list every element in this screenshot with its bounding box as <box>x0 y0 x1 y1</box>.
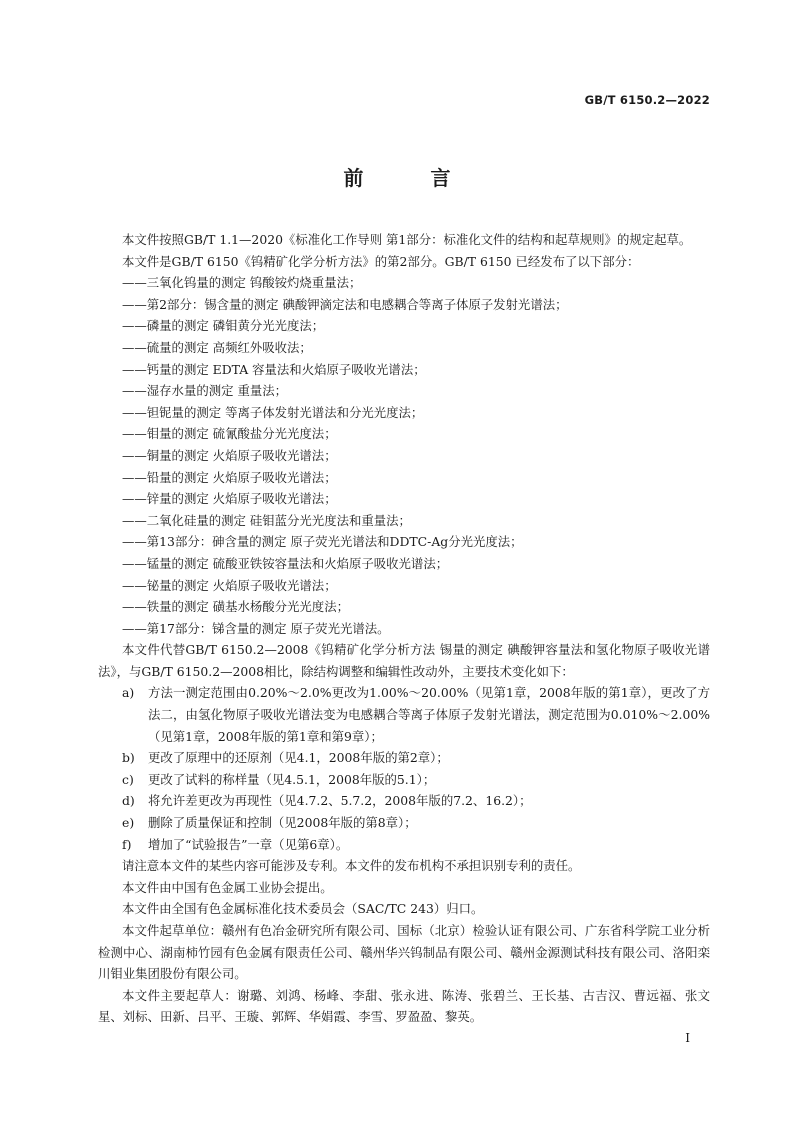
list-item: ——铅量的测定 火焰原子吸收光谱法； <box>122 469 337 485</box>
paragraph: 本文件主要起草人：谢璐、刘鸿、杨峰、李甜、张永进、陈涛、张碧兰、王长基、古吉汉、曹远福、张文星、刘标、田新、吕平、王璇、郭辉、华娟霞、李雪、罗盈盈、黎英。 <box>98 987 710 1025</box>
item-text: 更改了试料的称样量（见4.5.1，2008年版的5.1）； <box>148 771 436 787</box>
item-text: 将允许差更改为再现性（见4.7.2、5.7.2，2008年版的7.2、16.2）； <box>148 793 532 809</box>
list-item: ——锰量的测定 硫酸亚铁铵容量法和火焰原子吸收光谱法； <box>122 555 449 571</box>
change-item <box>98 790 710 812</box>
list-item: ——湿存水量的测定 重量法； <box>122 383 288 399</box>
item-marker: b) <box>122 750 135 766</box>
item-text: 删除了质量保证和控制（见2008年版的第8章）； <box>148 815 417 831</box>
item-marker: e) <box>122 815 135 831</box>
parts-list <box>98 272 710 639</box>
list-item: ——硫量的测定 高频红外吸收法； <box>122 339 312 355</box>
list-item: ——第17部分：锑含量的测定 原子荧光光谱法。 <box>122 620 390 636</box>
list-item: ——钽铌量的测定 等离子体发射光谱法和分光光度法； <box>122 404 424 420</box>
item-text: 增加了“试验报告”一章（见第6章）。 <box>148 836 349 852</box>
change-item <box>98 769 710 791</box>
item-marker: d) <box>122 793 135 809</box>
list-item: ——三氧化钨量的测定 钨酸铵灼烧重量法； <box>122 275 362 291</box>
change-item <box>98 812 710 834</box>
list-item: ——铜量的测定 火焰原子吸收光谱法； <box>122 447 337 463</box>
item-text: 方法一测定范围由0.20%～2.0%更改为1.00%～20.00%（见第1章，2008年版的第1章），更改了方法二，由氢化物原子吸收光谱法变为电感耦合等离子体原子发射光谱法，测定范围为0.010%～2.00%（见第1章，2008年版的第1章和第9章）； <box>148 685 710 744</box>
page-title: 前 言 <box>343 166 481 190</box>
paragraph: 本文件起草单位：赣州有色冶金研究所有限公司、国标（北京）检验认证有限公司、广东省科学院工业分析检测中心、湖南柿竹园有色金属有限责任公司、赣州华兴钨制品有限公司、赣州金源测试科技有限公司、洛阳栾川钼业集团股份有限公司。 <box>98 923 710 982</box>
paragraph: 本文件由全国有色金属标准化技术委员会（SAC/TC 243）归口。 <box>122 901 484 917</box>
list-item: ——钼量的测定 硫氰酸盐分光光度法； <box>122 426 337 442</box>
list-item: ——第13部分：砷含量的测定 原子荧光光谱法和DDTC-Ag分光光度法； <box>122 534 523 550</box>
list-item: ——二氧化硅量的测定 硅钼蓝分光光度法和重量法； <box>122 512 411 528</box>
item-marker: c) <box>122 771 134 787</box>
list-item: ——第2部分：锡含量的测定 碘酸钾滴定法和电感耦合等离子体原子发射光谱法； <box>122 296 568 312</box>
change-item <box>98 682 710 747</box>
change-item <box>98 747 710 769</box>
paragraph: 本文件按照GB/T 1.1—2020《标准化工作导则 第1部分：标准化文件的结构和起草规则》的规定起草。 <box>122 232 692 247</box>
replacement-paragraph: 本文件代替GB/T 6150.2—2008《钨精矿化学分析方法 锡量的测定 碘酸钾容量法和氢化物原子吸收光谱法》，与GB/T 6150.2—2008相比，除结构调整和编辑性改动外，主要技术变化如下： <box>98 642 710 679</box>
paragraph: 请注意本文件的某些内容可能涉及专利。本文件的发布机构不承担识别专利的责任。 <box>122 858 581 874</box>
standard-code: GB/T 6150.2—2022 <box>584 93 710 107</box>
page-number: I <box>685 1031 690 1045</box>
item-marker: a) <box>122 685 135 701</box>
item-marker: f) <box>122 836 132 852</box>
paragraph: 本文件由中国有色金属工业协会提出。 <box>122 879 333 895</box>
list-item: ——锌量的测定 火焰原子吸收光谱法； <box>122 491 337 507</box>
paragraph: 本文件是GB/T 6150《钨精矿化学分析方法》的第2部分。GB/T 6150 已经发布了以下部分： <box>122 253 640 269</box>
list-item: ——钙量的测定 EDTA 容量法和火焰原子吸收光谱法； <box>122 361 426 377</box>
list-item: ——铋量的测定 火焰原子吸收光谱法； <box>122 577 337 593</box>
foreword-body <box>98 229 710 1028</box>
item-text: 更改了原理中的还原剂（见4.1，2008年版的第2章）； <box>148 750 449 766</box>
change-item <box>98 834 710 856</box>
list-item: ——铁量的测定 磺基水杨酸分光光度法； <box>122 599 349 615</box>
list-item: ——磷量的测定 磷钼黄分光光度法； <box>122 318 325 334</box>
changes-list <box>98 682 710 855</box>
